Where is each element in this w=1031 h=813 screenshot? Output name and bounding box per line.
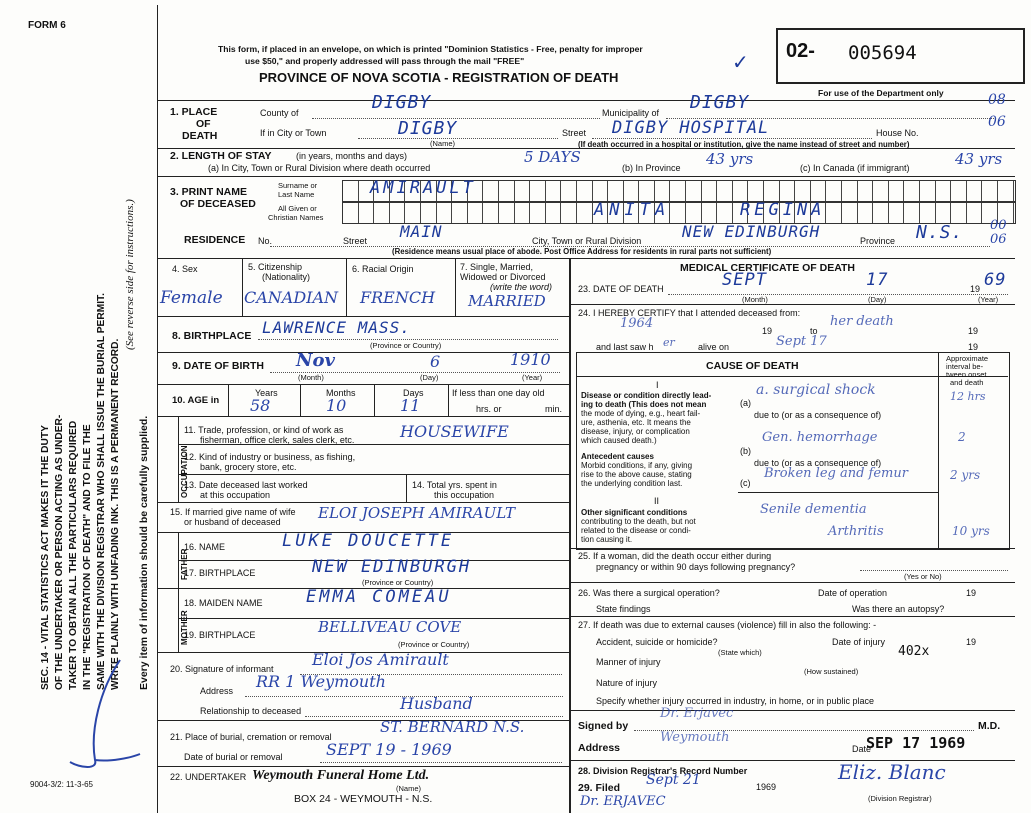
nature-label: Nature of injury xyxy=(596,678,658,688)
informant-address-label: Address xyxy=(200,686,234,696)
dob-label: 9. DATE OF BIRTH xyxy=(172,360,264,372)
given-label-1: All Given or xyxy=(278,204,317,213)
sex-label: 4. Sex xyxy=(172,264,198,274)
interval-b: 2 xyxy=(958,430,966,444)
given-name-1: ANITA xyxy=(594,200,671,220)
accident-label: Accident, suicide or homicide? xyxy=(596,637,718,647)
disease-line-6: which caused death.) xyxy=(581,436,657,445)
mother-bp: BELLIVEAU COVE xyxy=(318,618,462,636)
residence-label: RESIDENCE xyxy=(184,234,246,246)
citizenship-label: 5. Citizenship xyxy=(248,262,303,272)
last-saw-pronoun: er xyxy=(663,336,675,349)
footer-code: 9004-3/2: 11-3-65 xyxy=(30,780,94,789)
age-days-label: Days xyxy=(403,388,424,398)
division-registrar-hint: (Division Registrar) xyxy=(868,794,932,803)
stay-b-label: (b) In Province xyxy=(622,163,681,173)
mother-maiden-label: 18. MAIDEN NAME xyxy=(184,598,263,608)
alive-on-label: alive on xyxy=(698,342,730,352)
q13-label-1: 13. Date deceased last worked xyxy=(184,480,308,490)
marital-value: MARRIED xyxy=(468,292,546,310)
spouse-value: ELOI JOSEPH AMIRAULT xyxy=(318,504,516,522)
sec14-line-6: WRITE PLAINLY WITH UNFADING INK. THIS IS A PERMANENT RECORD. xyxy=(110,338,121,690)
citizenship-value: CANADIAN xyxy=(244,288,339,307)
q27-label: 27. If death was due to external causes (violence) fill in also the following: - xyxy=(578,620,877,630)
see-reverse-note: (See reverse side for instructions.) xyxy=(124,199,136,350)
stay-label-hint: (in years, months and days) xyxy=(296,151,408,161)
marital-label-3: (write the word) xyxy=(490,282,553,292)
given-label-2: Christian Names xyxy=(268,213,324,222)
interval-label-3: tween onset xyxy=(946,370,987,379)
bottom-physician-name: Dr. ERJAVEC xyxy=(580,794,666,809)
surname-value: AMIRAULT xyxy=(370,178,476,198)
stay-a-value: 5 DAYS xyxy=(524,148,581,166)
residence-province: N.S. xyxy=(916,222,964,243)
mother-bp-hint: (Province or Country) xyxy=(398,640,470,649)
medical-title: MEDICAL CERTIFICATE OF DEATH xyxy=(680,262,855,274)
dob-year-hint: (Year) xyxy=(522,373,543,382)
other-line-2: contributing to the death, but not xyxy=(581,517,696,526)
death-year-hint: (Year) xyxy=(978,295,999,304)
attended-from: 1964 xyxy=(620,316,654,331)
manner-label: Manner of injury xyxy=(596,657,661,667)
dob-day-hint: (Day) xyxy=(420,373,439,382)
birthplace-hint: (Province or Country) xyxy=(370,341,442,350)
place-label-3: DEATH xyxy=(182,130,218,142)
q12-label-1: 12. Kind of industry or business, as fishing, xyxy=(184,452,356,462)
racial-label: 6. Racial Origin xyxy=(352,264,414,274)
spouse-label-2: or husband of deceased xyxy=(184,517,281,527)
age-label: 10. AGE in xyxy=(172,395,220,406)
age-months-label: Months xyxy=(326,388,356,398)
surname-label-2: Last Name xyxy=(278,190,315,199)
informant-signature: Eloi Jos Amirault xyxy=(312,650,449,669)
q28-label: 28. Division Registrar's Record Number xyxy=(578,766,748,776)
q13-label-2: at this occupation xyxy=(200,490,271,500)
injury-date-label: Date of injury xyxy=(832,637,886,647)
dob-day: 6 xyxy=(430,352,441,371)
death-year: 69 xyxy=(984,270,1007,290)
every-item-note: Every item of information should be carefully supplied. xyxy=(138,415,150,690)
disease-line-2: ing to death (This does not mean xyxy=(581,400,707,409)
death-day: 17 xyxy=(866,270,889,290)
interval-label-2: interval be- xyxy=(946,362,984,371)
q14-label-1: 14. Total yrs. spent in xyxy=(412,480,497,490)
dob-month-hint: (Month) xyxy=(298,373,324,382)
min-label: min. xyxy=(545,404,563,414)
undertaker-stamp-address: BOX 24 - WEYMOUTH - N.S. xyxy=(294,793,433,805)
father-bp-label: 17. BIRTHPLACE xyxy=(184,568,256,578)
residence-city-label: City, Town or Rural Division xyxy=(532,236,642,246)
death-year-prefix: 19 xyxy=(970,284,981,294)
place-label-2: OF xyxy=(196,118,211,130)
sec14-line-5: SAME WITH THE DIVISION REGISTRAR WHO SHALL ISSUE THE BURIAL PERMIT. xyxy=(96,293,107,690)
age-months: 10 xyxy=(326,396,347,415)
municipality-value: DIGBY xyxy=(690,92,750,113)
other-interval: 10 yrs xyxy=(952,524,990,538)
q14-label-2: this occupation xyxy=(434,490,495,500)
father-side-label: FATHER xyxy=(180,548,189,580)
interval-label-4: and death xyxy=(950,378,984,387)
disease-line-4: ure, asthenia, etc. It means the xyxy=(581,418,691,427)
undertaker-stamp-name: Weymouth Funeral Home Ltd. xyxy=(252,768,430,783)
date-label: Date xyxy=(852,744,872,754)
stay-b-value: 43 yrs xyxy=(706,150,754,168)
operation-19: 19 xyxy=(966,588,977,598)
q11-label-2: fisherman, office clerk, sales clerk, etc. xyxy=(200,435,355,445)
residence-street: MAIN xyxy=(400,222,443,241)
last-saw-label: and last saw h xyxy=(596,342,654,352)
death-month-hint: (Month) xyxy=(742,295,768,304)
dob-year: 1910 xyxy=(510,350,551,369)
relationship-value: Husband xyxy=(400,694,473,713)
cause-c: Broken leg and femur xyxy=(764,466,908,481)
antecedent-4: the underlying condition last. xyxy=(581,479,683,488)
surname-label-1: Surname or xyxy=(278,181,318,190)
racial-value: FRENCH xyxy=(360,288,436,307)
sec14-line-4: IN THE "REGISTRATION OF DEATH" AND TO FILE THE xyxy=(82,424,93,690)
street-label: Street xyxy=(562,128,587,138)
form-number: FORM 6 xyxy=(28,20,66,31)
signer-address-value: Weymouth xyxy=(660,730,730,745)
signed-by-value: Dr. Erjavec xyxy=(660,706,734,721)
interval-a: 12 hrs xyxy=(950,390,986,403)
sec14-line-2: OF THE UNDERTAKER OR PERSON ACTING AS UNDER- xyxy=(54,414,65,690)
residence-code-1: 00 xyxy=(990,218,1007,233)
yes-no-hint: (Yes or No) xyxy=(904,572,942,581)
department-use-label: For use of the Department only xyxy=(818,88,944,98)
disease-line-3: the mode of dying, e.g., heart fail- xyxy=(581,409,701,418)
birthplace-value: LAWRENCE MASS. xyxy=(262,318,411,337)
form-title: PROVINCE OF NOVA SCOTIA - REGISTRATION OF DEATH xyxy=(259,70,619,85)
code-402x: 402x xyxy=(898,644,930,659)
given-name-2: REGINA xyxy=(740,200,826,220)
margin-initial-signature xyxy=(60,650,150,780)
occupation-side-label: OCCUPATION xyxy=(180,445,189,498)
municipality-code: 08 xyxy=(988,92,1006,108)
mother-maiden: EMMA COMEAU xyxy=(306,587,452,607)
filed-year: 1969 xyxy=(756,782,777,792)
age-years: 58 xyxy=(250,396,271,415)
mother-bp-label: 19. BIRTHPLACE xyxy=(184,630,256,640)
disease-line-1: Disease or condition directly lead- xyxy=(581,391,712,400)
division-registrar-signature: Eliz. Blanc xyxy=(838,760,946,784)
age-days: 11 xyxy=(400,396,421,415)
to-label: to xyxy=(810,326,818,336)
signed-by-label: Signed by xyxy=(578,720,629,732)
specify-label: Specify whether injury occurred in industry, in home, or in public place xyxy=(596,696,874,706)
house-label: House No. xyxy=(876,128,919,138)
q25-line-1: 25. If a woman, did the death occur either during xyxy=(578,551,772,561)
less-than-day-label: If less than one day old xyxy=(452,388,545,398)
sec14-line-3: TAKER TO OBTAIN ALL THE PARTICULARS REQUIRED xyxy=(68,420,79,690)
mother-side-label: MOTHER xyxy=(180,610,189,645)
father-name: LUKE DOUCETTE xyxy=(282,531,455,551)
stay-a-label: (a) In City, Town or Rural Division where death occurred xyxy=(208,163,431,173)
residence-note: (Residence means usual place of abode. Post Office Address for residents in rural parts not sufficient) xyxy=(392,247,772,256)
antecedent-1: Antecedent causes xyxy=(581,452,654,461)
undertaker-label: 22. UNDERTAKER xyxy=(170,772,247,782)
name-label-2: OF DECEASED xyxy=(180,198,256,210)
street-value: DIGBY HOSPITAL xyxy=(612,118,770,138)
cause-c-label: (c) xyxy=(740,478,751,488)
alive-on-value: Sept 17 xyxy=(776,334,827,349)
birthplace-label: 8. BIRTHPLACE xyxy=(172,330,252,342)
other-line-3: related to the disease or condi- xyxy=(581,526,691,535)
reg-prefix: 02- xyxy=(786,40,815,62)
city-name-hint: (Name) xyxy=(430,139,456,148)
interval-label-1: Approximate xyxy=(946,354,989,363)
relationship-label: Relationship to deceased xyxy=(200,706,302,716)
spouse-label-1: 15. If married give name of wife xyxy=(170,507,296,517)
mail-note-2: use $50," and properly addressed will pass through the mail "FREE" xyxy=(245,56,525,66)
autopsy-label: Was there an autopsy? xyxy=(852,604,945,614)
sec14-line-1: SEC. 14 - VITAL STATISTICS ACT MAKES IT THE DUTY xyxy=(40,425,51,690)
q29-label: 29. Filed xyxy=(578,782,621,794)
city-label: If in City or Town xyxy=(260,128,327,138)
q11-value: HOUSEWIFE xyxy=(400,422,509,441)
attended-to: her death xyxy=(830,314,894,329)
received-date-stamp: SEP 17 1969 xyxy=(866,734,966,752)
state-which-hint: (State which) xyxy=(718,648,762,657)
informant-sig-label: 20. Signature of informant xyxy=(170,664,274,674)
from-19: 19 xyxy=(762,326,773,336)
residence-code-2: 06 xyxy=(990,232,1007,247)
other-line-1: Other significant conditions xyxy=(581,508,688,517)
county-label: County of xyxy=(260,108,299,118)
death-month: SEPT xyxy=(722,270,767,290)
death-day-hint: (Day) xyxy=(868,295,887,304)
father-bp-hint: (Province or Country) xyxy=(362,578,434,587)
reg-number: 005694 xyxy=(848,42,917,64)
burial-place-label: 21. Place of burial, cremation or removal xyxy=(170,732,332,742)
other-condition-1: Senile dementia xyxy=(760,502,867,517)
roman-2: II xyxy=(654,496,660,506)
how-sustained-hint: (How sustained) xyxy=(804,667,859,676)
cause-a: a. surgical shock xyxy=(756,382,876,398)
operation-date-label: Date of operation xyxy=(818,588,888,598)
residence-city: NEW EDINBURGH xyxy=(682,222,821,241)
other-condition-2: Arthritis xyxy=(828,524,884,539)
disease-line-5: disease, injury, or complication xyxy=(581,427,690,436)
given-cells xyxy=(342,202,1016,224)
q12-label-2: bank, grocery store, etc. xyxy=(200,462,297,472)
cause-title: CAUSE OF DEATH xyxy=(706,360,799,372)
name-label-1: 3. PRINT NAME xyxy=(170,186,248,198)
roman-1: I xyxy=(656,380,659,390)
residence-province-label: Province xyxy=(860,236,896,246)
check-mark: ✓ xyxy=(732,52,749,74)
informant-address: RR 1 Weymouth xyxy=(256,672,386,691)
place-label-1: 1. PLACE xyxy=(170,106,218,118)
stay-c-value: 43 yrs xyxy=(955,150,1003,168)
due-to-2: due to (or as a consequence of) xyxy=(754,458,882,468)
q24-label: 24. I HEREBY CERTIFY that I attended deceased from: xyxy=(578,308,801,318)
marital-label-2: Widowed or Divorced xyxy=(460,272,546,282)
burial-date-label: Date of burial or removal xyxy=(184,752,283,762)
cause-a-label: (a) xyxy=(740,398,751,408)
undertaker-name-hint: (Name) xyxy=(396,784,422,793)
burial-date: SEPT 19 - 1969 xyxy=(326,740,452,759)
municipality-label: Municipality of xyxy=(602,108,660,118)
stay-c-label: (c) In Canada (if immigrant) xyxy=(800,163,910,173)
residence-no-label: No. xyxy=(258,236,273,246)
institution-note: (If death occurred in a hospital or institution, give the name instead of street and number) xyxy=(578,140,910,149)
signer-address-label: Address xyxy=(578,742,621,754)
interval-c: 2 yrs xyxy=(950,468,981,482)
hrs-label: hrs. or xyxy=(476,404,502,414)
state-findings-label: State findings xyxy=(596,604,651,614)
md-label: M.D. xyxy=(978,720,1001,732)
q25-line-2: pregnancy or within 90 days following pregnancy? xyxy=(596,562,796,572)
alive-19: 19 xyxy=(968,342,979,352)
antecedent-3: rise to the above cause, stating xyxy=(581,470,692,479)
county-value: DIGBY xyxy=(372,92,432,113)
dob-month: Nov xyxy=(296,350,335,371)
city-value: DIGBY xyxy=(398,118,458,139)
to-19: 19 xyxy=(968,326,979,336)
burial-place: ST. BERNARD N.S. xyxy=(380,718,525,736)
sex-value: Female xyxy=(160,288,223,308)
father-bp: NEW EDINBURGH xyxy=(312,557,472,577)
q11-label-1: 11. Trade, profession, or kind of work as xyxy=(184,425,344,435)
father-name-label: 16. NAME xyxy=(184,542,226,552)
stay-label: 2. LENGTH OF STAY xyxy=(170,150,272,162)
cause-b: Gen. hemorrhage xyxy=(762,430,878,445)
residence-street-label: Street xyxy=(343,236,368,246)
cause-b-label: (b) xyxy=(740,446,751,456)
injury-19: 19 xyxy=(966,637,977,647)
age-years-label: Years xyxy=(255,388,278,398)
marital-label-1: 7. Single, Married, xyxy=(460,262,534,272)
q23-label: 23. DATE OF DEATH xyxy=(578,284,664,294)
antecedent-2: Morbid conditions, if any, giving xyxy=(581,461,693,470)
q26-label: 26. Was there a surgical operation? xyxy=(578,588,720,598)
due-to-1: due to (or as a consequence of) xyxy=(754,410,882,420)
house-code: 06 xyxy=(988,114,1006,130)
filed-date: Sept 21 xyxy=(646,772,701,788)
mail-note-1: This form, if placed in an envelope, on which is printed "Dominion Statistics - Free, penalty for improper xyxy=(218,44,643,54)
citizenship-hint: (Nationality) xyxy=(262,272,311,282)
other-line-4: tion causing it. xyxy=(581,535,633,544)
